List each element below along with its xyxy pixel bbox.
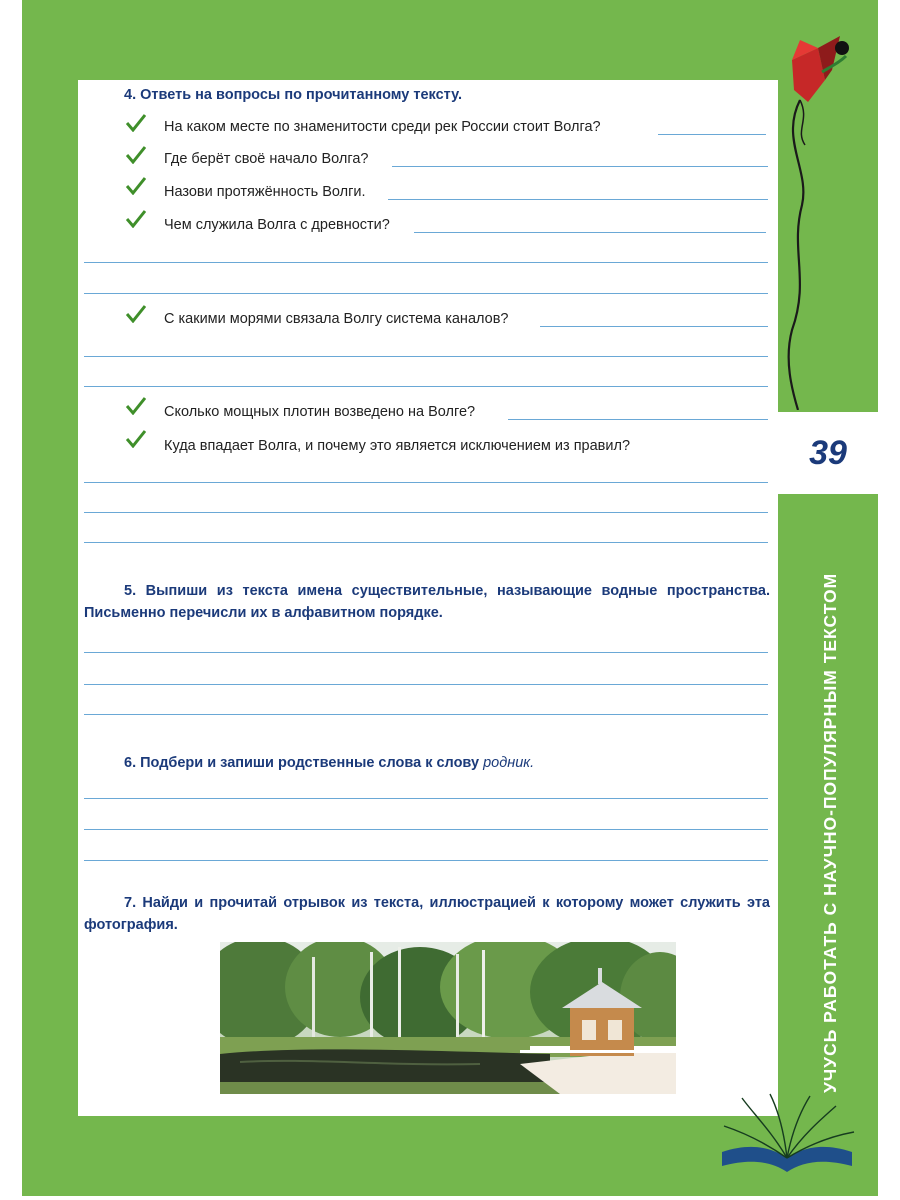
book-icon	[712, 1092, 862, 1178]
question-role: Чем служила Волга с древности?	[164, 217, 390, 233]
answer-line[interactable]	[84, 542, 768, 543]
check-icon	[126, 210, 146, 228]
answer-line[interactable]	[540, 326, 768, 327]
answer-line[interactable]	[84, 798, 768, 799]
check-icon	[126, 305, 146, 323]
task7-title: 7. Найди и прочитай отрывок из текста, иллюстрацией к которому может служить эта фотография.	[84, 895, 770, 933]
flower-icon	[770, 30, 860, 410]
question-length: Назови протяжённость Волги.	[164, 184, 366, 200]
question-rank: На каком месте по знаменитости среди рек России стоит Волга?	[164, 119, 601, 135]
answer-line[interactable]	[84, 386, 768, 387]
answer-line[interactable]	[84, 684, 768, 685]
answer-line[interactable]	[658, 134, 766, 135]
check-icon	[126, 114, 146, 132]
question-seas: С какими морями связала Волгу система каналов?	[164, 311, 509, 327]
task6-title	[124, 752, 534, 774]
spring-chapel-photo	[220, 942, 676, 1094]
question-dams: Сколько мощных плотин возведено на Волге?	[164, 404, 476, 420]
task6-title-text: 6. Подбери и запиши родственные слова к слову	[124, 755, 484, 771]
answer-line[interactable]	[388, 199, 768, 200]
side-section-title: УЧУСЬ РАБОТАТЬ С НАУЧНО-ПОПУЛЯРНЫМ ТЕКСТОМ	[820, 572, 840, 1093]
check-icon	[126, 430, 146, 448]
check-icon	[126, 177, 146, 195]
task4-title: 4. Ответь на вопросы по прочитанному тексту.	[124, 87, 462, 103]
answer-line[interactable]	[84, 860, 768, 861]
answer-line[interactable]	[392, 166, 768, 167]
question-source: Где берёт своё начало Волга?	[164, 151, 369, 167]
task5-title: 5. Выпиши из текста имена существительные, называющие водные пространства. Письменно перечисли их в алфавитном порядке.	[84, 583, 770, 621]
answer-line[interactable]	[84, 714, 768, 715]
answer-line[interactable]	[84, 482, 768, 483]
check-icon	[126, 146, 146, 164]
answer-line[interactable]	[84, 293, 768, 294]
answer-line[interactable]	[414, 232, 766, 233]
check-icon	[126, 397, 146, 415]
question-mouth: Куда впадает Волга, и почему это является исключением из правил?	[164, 438, 631, 454]
answer-line[interactable]	[84, 829, 768, 830]
answer-line[interactable]	[84, 652, 768, 653]
answer-line[interactable]	[84, 356, 768, 357]
page-number-box	[778, 412, 878, 494]
task6-word: родник.	[483, 755, 535, 771]
answer-line[interactable]	[84, 262, 768, 263]
answer-line[interactable]	[508, 419, 768, 420]
page-number: 39	[809, 433, 847, 472]
answer-line[interactable]	[84, 512, 768, 513]
